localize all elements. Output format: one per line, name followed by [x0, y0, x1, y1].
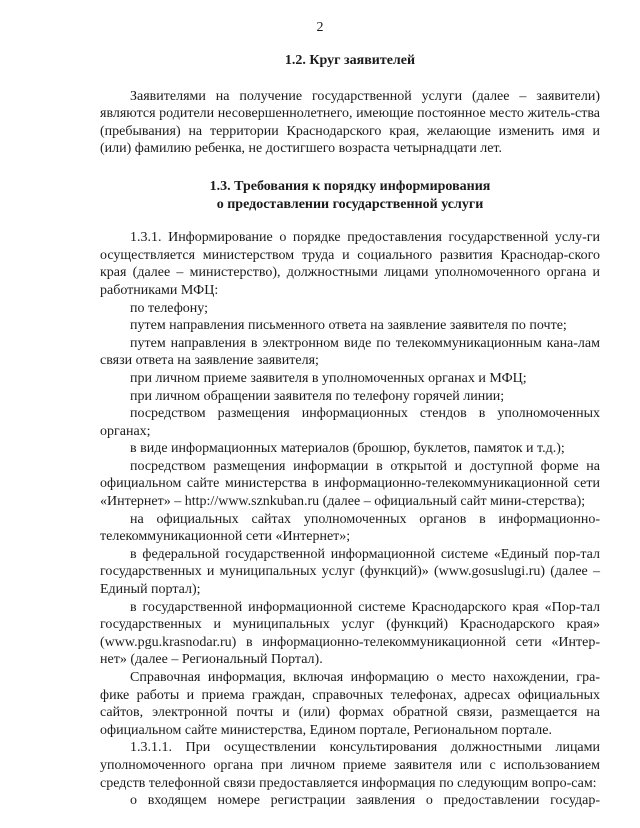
method-item: в федеральной государственной информационной системе «Единый пор-тал государственных и муниципальных услуг (функций)» (www.gosuslugi.ru) (далее – Единый портал); — [100, 546, 600, 598]
applicants-paragraph: Заявителями на получение государственной услуги (далее – заявители) являются родители несовершеннолетнего, имеющие постоянное место житель-ства (пребывания) на территории Краснодарского края, желающие изменить имя и (или) фамилию ребенка, не достигшего возраста четырнадцати лет. — [100, 88, 600, 157]
document-body — [100, 52, 600, 810]
method-item: в государственной информационной системе Краснодарского края «Пор-тал государственных и муниципальных услуг (функций) Краснодарского края» (www.pgu.krasnodar.ru) в информационно-телекоммуникационной сети «Интер-нет» (далее – Региональный Портал). — [100, 599, 600, 668]
section-heading-1-3-line1: 1.3. Требования к порядку информирования — [209, 178, 491, 194]
method-item: посредством размещения информации в открытой и доступной форме на официальном сайте министерства в информационно-телекоммуникационной сети «Интернет» – http://www.sznkuban.ru (далее – официальный сайт мини-стерства); — [100, 458, 600, 510]
section-heading-1-3-line2: о предоставлении государственной услуги — [216, 196, 484, 212]
method-item: на официальных сайтах уполномоченных органов в информационно-телекоммуникационной сети «Интернет»; — [100, 511, 600, 545]
method-item: в виде информационных материалов (брошюр, буклетов, памяток и т.д.); — [130, 441, 565, 457]
method-item: по телефону; — [130, 300, 208, 316]
method-item: посредством размещения информационных стендов в уполномоченных органах; — [100, 406, 600, 439]
method-item: путем направления в электронном виде по телекоммуникационным кана-лам связи ответа на заявление заявителя; — [100, 335, 600, 369]
last-paragraph: о входящем номере регистрации заявления о предоставлении государ- — [130, 793, 600, 809]
method-item: при личном обращении заявителя по телефону горячей линии; — [130, 388, 505, 404]
method-item: при личном приеме заявителя в уполномоченных органах и МФЦ; — [130, 370, 527, 386]
paragraph-1-3-1: 1.3.1. Информирование о порядке предоставления государственной услу-ги осуществляется министерством труда и социального развития Краснодар-ского края (далее – министерство), должностными лицами уполномоченного органа и работниками МФЦ: — [100, 230, 600, 298]
method-item: путем направления письменного ответа на заявление заявителя по почте; — [130, 318, 567, 334]
paragraph-1-3-1-1: 1.3.1.1. При осуществлении консультирования должностными лицами уполномоченного органа при личном приеме заявителя или с использованием средств телефонной связи предоставляется информация по следующим вопро-сам: — [100, 740, 600, 791]
reference-paragraph: Справочная информация, включая информацию о место нахождении, гра-фике работы и приема граждан, справочных телефонах, адресах официальных сайтов, электронной почты и (или) формах обратной связи, размещается на официальном сайте министерства, Едином портале, Региональном портале. — [100, 670, 600, 738]
section-heading-1-2: 1.2. Круг заявителей — [284, 53, 416, 68]
page-number: 2 — [316, 20, 324, 35]
